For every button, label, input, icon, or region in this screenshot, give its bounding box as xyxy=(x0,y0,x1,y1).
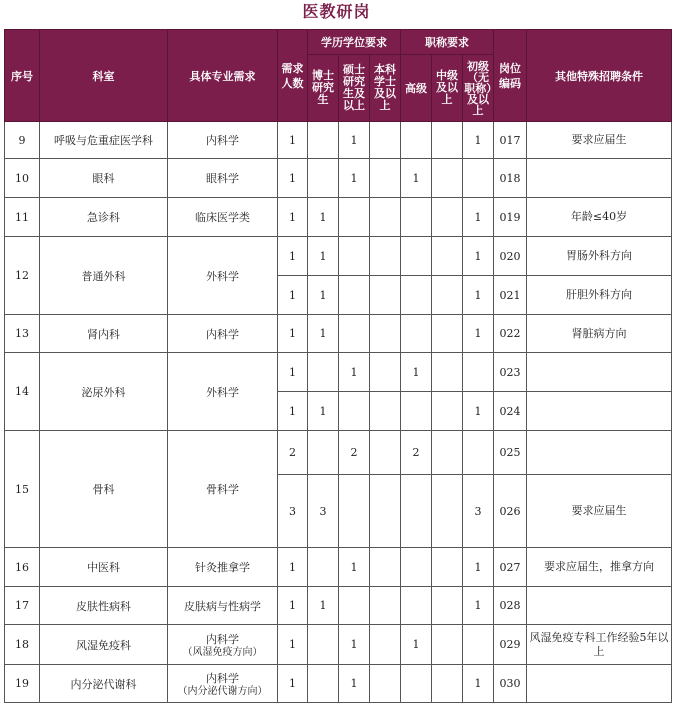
cell-master: 1 xyxy=(339,548,370,587)
cell-dept: 泌尿外科 xyxy=(40,353,168,431)
cell-senior: 1 xyxy=(401,159,432,198)
cell-other: 要求应届生 xyxy=(527,475,672,548)
cell-mid xyxy=(432,122,463,159)
cell-bachelor xyxy=(370,587,401,625)
cell-phd xyxy=(308,625,339,665)
cell-major xyxy=(168,315,278,353)
cell-code: 019 xyxy=(494,198,527,237)
table-row xyxy=(5,159,672,198)
cell-bachelor xyxy=(370,665,401,703)
cell-other: 要求应届生 xyxy=(527,122,672,159)
cell-code: 025 xyxy=(494,431,527,475)
cell-no: 14 xyxy=(5,353,40,431)
major-name: 内科学 xyxy=(206,671,239,685)
cell-dept: 内分泌代谢科 xyxy=(40,665,168,703)
cell-master xyxy=(339,315,370,353)
cell-junior: 1 xyxy=(463,315,494,353)
major-name: 眼科学 xyxy=(206,172,239,185)
cell-other: 年龄≤40岁 xyxy=(527,198,672,237)
cell-mid xyxy=(432,392,463,431)
cell-no: 18 xyxy=(5,625,40,665)
cell-senior xyxy=(401,198,432,237)
cell-junior xyxy=(463,431,494,475)
cell-phd xyxy=(308,431,339,475)
cell-no: 10 xyxy=(5,159,40,198)
header-edu-phd: 博士研究生 xyxy=(308,55,339,122)
cell-count: 2 xyxy=(278,431,308,475)
cell-bachelor xyxy=(370,198,401,237)
cell-other: 肾脏病方向 xyxy=(527,315,672,353)
major-name: 皮肤病与性病学 xyxy=(184,599,261,613)
header-count: 需求人数 xyxy=(278,30,308,122)
header-edu-master: 硕士研究生及以上 xyxy=(339,55,370,122)
cell-code: 027 xyxy=(494,548,527,587)
table-row xyxy=(5,353,672,392)
cell-phd: 1 xyxy=(308,276,339,315)
cell-mid xyxy=(432,548,463,587)
cell-count: 1 xyxy=(278,353,308,392)
cell-other: 要求应届生，推拿方向 xyxy=(527,548,672,587)
table-row xyxy=(5,665,672,703)
cell-mid xyxy=(432,665,463,703)
cell-senior: 1 xyxy=(401,625,432,665)
major-direction: （风湿免疫方向） xyxy=(182,646,263,658)
cell-dept: 急诊科 xyxy=(40,198,168,237)
major-name: 临床医学类 xyxy=(195,211,250,224)
table-row xyxy=(5,625,672,665)
cell-count: 3 xyxy=(278,475,308,548)
cell-dept: 骨科 xyxy=(40,431,168,548)
cell-count: 1 xyxy=(278,315,308,353)
cell-master: 1 xyxy=(339,665,370,703)
cell-senior xyxy=(401,276,432,315)
table-row xyxy=(5,548,672,587)
cell-dept: 中医科 xyxy=(40,548,168,587)
cell-count: 1 xyxy=(278,665,308,703)
cell-mid xyxy=(432,276,463,315)
cell-other: 风湿免疫专科工作经验5年以上 xyxy=(527,625,672,665)
cell-junior: 1 xyxy=(463,587,494,625)
cell-major xyxy=(168,587,278,625)
cell-phd: 1 xyxy=(308,392,339,431)
cell-no: 13 xyxy=(5,315,40,353)
cell-senior xyxy=(401,122,432,159)
cell-no: 19 xyxy=(5,665,40,703)
cell-no: 12 xyxy=(5,237,40,315)
cell-code: 029 xyxy=(494,625,527,665)
header-dept: 科室 xyxy=(40,30,168,122)
cell-bachelor xyxy=(370,353,401,392)
cell-mid xyxy=(432,431,463,475)
cell-senior: 1 xyxy=(401,353,432,392)
cell-junior: 1 xyxy=(463,122,494,159)
cell-junior: 1 xyxy=(463,198,494,237)
header-edu-group: 学历学位要求 xyxy=(308,30,401,55)
cell-master xyxy=(339,198,370,237)
cell-major xyxy=(168,159,278,198)
cell-bachelor xyxy=(370,392,401,431)
cell-bachelor xyxy=(370,159,401,198)
cell-junior: 1 xyxy=(463,392,494,431)
cell-phd: 1 xyxy=(308,198,339,237)
cell-major xyxy=(168,122,278,159)
table-row xyxy=(5,237,672,276)
cell-phd: 3 xyxy=(308,475,339,548)
cell-junior: 1 xyxy=(463,665,494,703)
cell-bachelor xyxy=(370,475,401,548)
cell-dept: 普通外科 xyxy=(40,237,168,315)
cell-code: 024 xyxy=(494,392,527,431)
cell-master: 1 xyxy=(339,353,370,392)
cell-dept: 眼科 xyxy=(40,159,168,198)
cell-senior xyxy=(401,237,432,276)
header-code: 岗位编码 xyxy=(494,30,527,122)
table-row xyxy=(5,431,672,475)
cell-no: 17 xyxy=(5,587,40,625)
cell-dept: 肾内科 xyxy=(40,315,168,353)
cell-senior xyxy=(401,315,432,353)
cell-other: 肝胆外科方向 xyxy=(527,276,672,315)
cell-mid xyxy=(432,475,463,548)
cell-mid xyxy=(432,625,463,665)
cell-phd: 1 xyxy=(308,237,339,276)
cell-code: 022 xyxy=(494,315,527,353)
recruitment-table xyxy=(4,29,672,703)
header-other: 其他特殊招聘条件 xyxy=(527,30,672,122)
cell-code: 017 xyxy=(494,122,527,159)
cell-count: 1 xyxy=(278,122,308,159)
cell-senior xyxy=(401,587,432,625)
cell-other xyxy=(527,392,672,431)
cell-phd: 1 xyxy=(308,315,339,353)
major-name: 外科学 xyxy=(206,269,239,283)
cell-bachelor xyxy=(370,315,401,353)
cell-senior: 2 xyxy=(401,431,432,475)
cell-phd xyxy=(308,353,339,392)
cell-phd xyxy=(308,159,339,198)
cell-code: 028 xyxy=(494,587,527,625)
cell-count: 1 xyxy=(278,276,308,315)
header-title-mid: 中级及以上 xyxy=(432,55,463,122)
cell-mid xyxy=(432,198,463,237)
major-name: 骨科学 xyxy=(206,483,239,496)
header-no: 序号 xyxy=(5,30,40,122)
cell-code: 018 xyxy=(494,159,527,198)
cell-dept: 呼吸与危重症医学科 xyxy=(40,122,168,159)
cell-mid xyxy=(432,159,463,198)
cell-dept: 风湿免疫科 xyxy=(40,625,168,665)
cell-other xyxy=(527,665,672,703)
table-header xyxy=(5,30,672,122)
cell-master xyxy=(339,587,370,625)
table-row xyxy=(5,587,672,625)
cell-mid xyxy=(432,237,463,276)
cell-major xyxy=(168,237,278,315)
major-name: 内科学 xyxy=(206,134,239,147)
cell-code: 020 xyxy=(494,237,527,276)
cell-no: 15 xyxy=(5,431,40,548)
cell-mid xyxy=(432,587,463,625)
cell-phd: 1 xyxy=(308,587,339,625)
header-major: 具体专业需求 xyxy=(168,30,278,122)
major-name: 外科学 xyxy=(206,385,239,399)
cell-count: 1 xyxy=(278,392,308,431)
cell-no: 11 xyxy=(5,198,40,237)
cell-major xyxy=(168,665,278,703)
cell-junior xyxy=(463,625,494,665)
header-title-senior: 高级 xyxy=(401,55,432,122)
cell-code: 023 xyxy=(494,353,527,392)
cell-master xyxy=(339,392,370,431)
cell-bachelor xyxy=(370,237,401,276)
cell-master: 1 xyxy=(339,625,370,665)
cell-other xyxy=(527,431,672,475)
cell-junior xyxy=(463,353,494,392)
cell-junior xyxy=(463,159,494,198)
cell-other: 胃肠外科方向 xyxy=(527,237,672,276)
major-name: 内科学 xyxy=(206,327,239,341)
cell-other xyxy=(527,159,672,198)
cell-count: 1 xyxy=(278,159,308,198)
cell-phd xyxy=(308,548,339,587)
major-direction: （内分泌代谢方向） xyxy=(177,685,268,697)
cell-no: 16 xyxy=(5,548,40,587)
cell-count: 1 xyxy=(278,625,308,665)
cell-mid xyxy=(432,315,463,353)
cell-code: 026 xyxy=(494,475,527,548)
cell-master xyxy=(339,276,370,315)
cell-count: 1 xyxy=(278,198,308,237)
cell-junior: 1 xyxy=(463,276,494,315)
cell-junior: 1 xyxy=(463,548,494,587)
cell-bachelor xyxy=(370,548,401,587)
header-title-group: 职称要求 xyxy=(401,30,494,55)
cell-junior: 3 xyxy=(463,475,494,548)
cell-senior xyxy=(401,548,432,587)
cell-no: 9 xyxy=(5,122,40,159)
cell-senior xyxy=(401,475,432,548)
cell-mid xyxy=(432,353,463,392)
cell-major xyxy=(168,353,278,431)
cell-major xyxy=(168,198,278,237)
cell-phd xyxy=(308,665,339,703)
table-body xyxy=(5,122,672,703)
cell-master xyxy=(339,237,370,276)
cell-senior xyxy=(401,392,432,431)
cell-count: 1 xyxy=(278,548,308,587)
cell-count: 1 xyxy=(278,237,308,276)
cell-major xyxy=(168,625,278,665)
cell-dept: 皮肤性病科 xyxy=(40,587,168,625)
cell-junior: 1 xyxy=(463,237,494,276)
cell-other xyxy=(527,587,672,625)
cell-bachelor xyxy=(370,625,401,665)
table-row xyxy=(5,198,672,237)
cell-master: 1 xyxy=(339,159,370,198)
cell-bachelor xyxy=(370,122,401,159)
page-title: 医教研岗 xyxy=(302,2,371,21)
cell-code: 030 xyxy=(494,665,527,703)
cell-senior xyxy=(401,665,432,703)
cell-master xyxy=(339,475,370,548)
major-name: 针灸推拿学 xyxy=(195,561,250,574)
table-row xyxy=(5,122,672,159)
cell-major xyxy=(168,548,278,587)
cell-bachelor xyxy=(370,276,401,315)
header-title-junior: 初级（无职称）及以上 xyxy=(463,55,494,122)
major-name: 内科学 xyxy=(206,632,239,646)
cell-master: 2 xyxy=(339,431,370,475)
cell-master: 1 xyxy=(339,122,370,159)
cell-bachelor xyxy=(370,431,401,475)
cell-major xyxy=(168,431,278,548)
cell-phd xyxy=(308,122,339,159)
header-edu-bachelor: 本科学士及以上 xyxy=(370,55,401,122)
table-row xyxy=(5,315,672,353)
cell-other xyxy=(527,353,672,392)
cell-count: 1 xyxy=(278,587,308,625)
cell-code: 021 xyxy=(494,276,527,315)
